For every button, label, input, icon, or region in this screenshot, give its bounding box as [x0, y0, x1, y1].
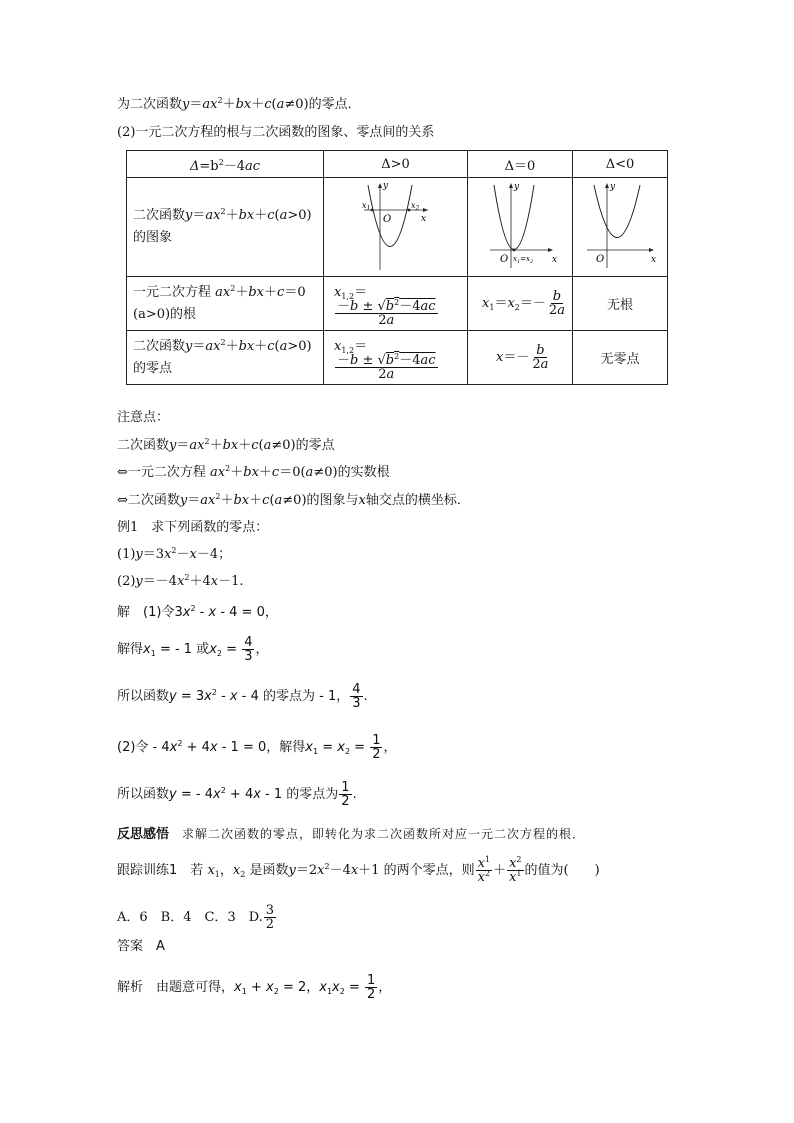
header-delta-def: $\Delta=b^2-4ac$ [127, 151, 324, 178]
table-row-graph [127, 178, 668, 277]
header-delta-negative: Δ<0 [573, 151, 668, 178]
svg-text:y: y [383, 181, 389, 191]
answer-line: 答案 A [117, 939, 165, 954]
solution-line-3: 所以函数$y = 3x^2 - x - 4$ 的零点为 - 1， $\frac{4}{3}$ . [117, 682, 368, 711]
header-delta-zero: Δ＝0 [468, 151, 573, 178]
parabola-one-root-figure [468, 178, 572, 272]
relationship-table [126, 150, 668, 385]
section-2-title: (2)一元二次方程的根与二次函数的图象、零点间的关系 [117, 125, 435, 140]
header-delta-positive: Δ>0 [324, 151, 468, 178]
svg-text:x: x [421, 214, 427, 224]
exercise-line: 跟踪训练1 若 $x_1$，$x_2$ 是函数$y=2x^2-4x+1$ 的两个零点，则 $\frac{x^1}{x^2}$ ＋ $\frac{x^2}{x^1}$ 的值为( ) [117, 855, 600, 885]
table-header-row [127, 151, 668, 178]
graph-two-roots [324, 178, 468, 277]
parabola-two-roots-figure [324, 178, 467, 272]
svg-text:O: O [383, 214, 392, 225]
svg-text:x: x [651, 255, 657, 265]
note-line-1: 二次函数$y=ax^2+bx+c(a\ne 0)$的零点 [117, 437, 335, 453]
row-graph-label: 二次函数$y=ax^2+bx+c(a>0)$ 的图象 [127, 178, 324, 277]
svg-text:y: y [610, 182, 616, 192]
notes-title: 注意点： [117, 410, 170, 425]
example-title: 例1 求下列函数的零点： [117, 520, 269, 535]
solution-line-2: 解得$x_1$ = - 1 或$x_2$ = $\frac{4}{3}$ ， [117, 635, 269, 664]
zeros-none: 无零点 [573, 331, 668, 385]
graph-no-root [573, 178, 668, 277]
svg-text:O: O [500, 254, 509, 265]
row-roots-label: 一元二次方程 $ax^2+bx+c=0$ (a>0)的根 [127, 277, 324, 331]
solution-line-5: 所以函数y = - $4x^2 + 4x - 1$ 的零点为 $\frac{1}{2}$ . [117, 780, 357, 809]
zeros-formula-zero: x＝－ $\frac{b}{2a}$ [468, 331, 573, 385]
example-q1: $(1)y=3x^2-x-4$； [117, 546, 232, 562]
svg-text:O: O [596, 254, 605, 265]
roots-none: 无根 [573, 277, 668, 331]
table-row-zeros [127, 331, 668, 385]
roots-formula-zero: $x_1=x_2=-$ $\frac{b}{2a}$ [468, 277, 573, 331]
note-line-2: ⇔一元二次方程 $ax^2+bx+c=0(a\ne 0)$的实数根 [117, 464, 390, 480]
svg-text:x1=x2: $x_1=x_2$ [513, 255, 534, 265]
intro-line: 为二次函数$y=ax^2+bx+c(a\ne 0)$的零点． [117, 96, 361, 112]
roots-formula-positive: $x_{1,2}=$ $\frac{-b \pm √b^2-4ac}{2a}$ [324, 277, 468, 331]
solution-line-4: (2)令 - $4x^2 + 4x - 1 = 0$，解得$x_1 = x_2$ = $\frac{1}{2}$ ， [117, 733, 397, 762]
svg-text:x: x [552, 255, 558, 265]
zeros-formula-positive: $x_{1,2}=$ $\frac{-b \pm √b^2-4ac}{2a}$ [324, 331, 468, 385]
reflection-line: 反思感悟 求解二次函数的零点，即转化为求二次函数所对应一元二次方程的根． [117, 827, 586, 842]
svg-text:x2: $x_2$ [411, 201, 420, 212]
solution-line-1: 解 (1)令$3x^2 - x - 4 = 0$， [117, 604, 278, 620]
analysis-line: 解析 由题意可得，$x_1 + x_2 = 2$，$x_1x_2$ = $\frac{1}{2}$ ， [117, 973, 392, 1002]
svg-text:y: y [514, 182, 520, 192]
note-line-3: ⇔二次函数$y=ax^2+bx+c(a\ne 0)$的图象与x轴交点的横坐标． [117, 492, 470, 508]
exercise-options: A．6 B．4 C．3 D. $\frac{3}{2}$ [117, 903, 275, 932]
example-q2: $(2)y=-4x^2+4x-1$. [117, 573, 244, 589]
svg-text:x1: $x_1$ [362, 201, 371, 212]
row-zeros-label: 二次函数$y=ax^2+bx+c(a>0)$ 的零点 [127, 331, 324, 385]
graph-one-root [468, 178, 573, 277]
parabola-no-root-figure [573, 178, 667, 272]
table-row-roots [127, 277, 668, 331]
